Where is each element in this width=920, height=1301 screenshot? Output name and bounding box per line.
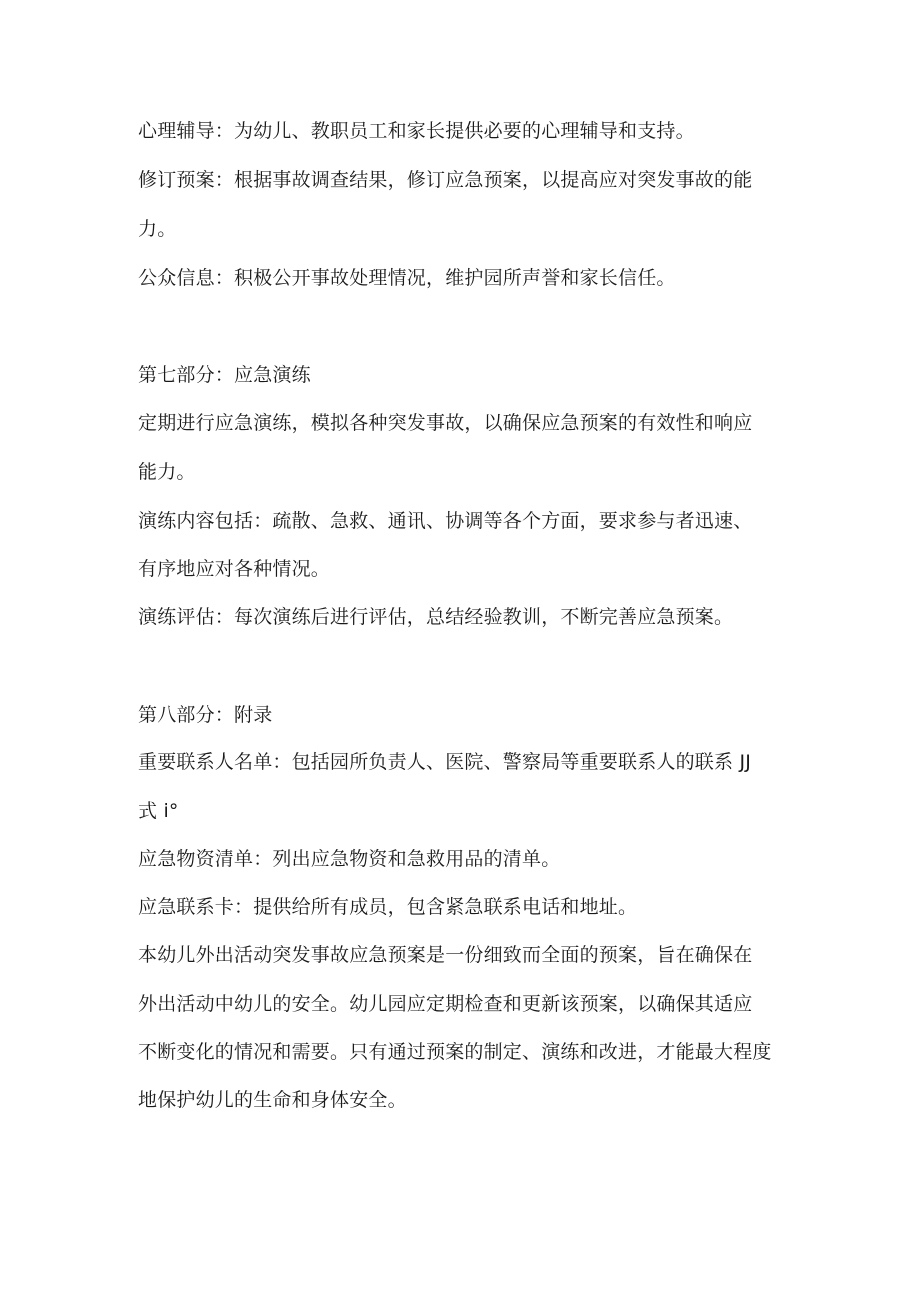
paragraph-conclusion: 本幼儿外出活动突发事故应急预案是一份细致而全面的预案，旨在确保在 xyxy=(138,944,753,966)
section-heading-drills: 第七部分：应急演练 xyxy=(138,364,311,386)
paragraph-public-info: 公众信息：积极公开事故处理情况，维护园所声誉和家长信任。 xyxy=(138,267,676,289)
paragraph-conclusion-cont-3: 地保护幼儿的生命和身体安全。 xyxy=(138,1089,407,1111)
paragraph-revise-plan-cont: 力。 xyxy=(138,218,177,240)
paragraph-drill-content-cont: 有序地应对各种情况。 xyxy=(138,558,331,580)
paragraph-contacts-list-cont: 式 i° xyxy=(138,800,179,822)
paragraph-contacts-list: 重要联系人名单：包括园所负责人、医院、警察局等重要联系人的联系 JJ xyxy=(138,751,752,773)
paragraph-psychological-counseling: 心理辅导：为幼儿、教职员工和家长提供必要的心理辅导和支持。 xyxy=(138,120,695,142)
paragraph-drills-intro: 定期进行应急演练，模拟各种突发事故，以确保应急预案的有效性和响应 xyxy=(138,412,753,434)
paragraph-drill-evaluation: 演练评估：每次演练后进行评估，总结经验教训，不断完善应急预案。 xyxy=(138,606,734,628)
paragraph-revise-plan: 修订预案：根据事故调查结果，修订应急预案，以提高应对突发事故的能 xyxy=(138,169,753,191)
paragraph-contact-card: 应急联系卡：提供给所有成员，包含紧急联系电话和地址。 xyxy=(138,896,638,918)
paragraph-drill-content: 演练内容包括：疏散、急救、通讯、协调等各个方面，要求参与者迅速、 xyxy=(138,510,753,532)
paragraph-drills-intro-cont: 能力。 xyxy=(138,461,196,483)
paragraph-supplies-list: 应急物资清单：列出应急物资和急救用品的清单。 xyxy=(138,848,561,870)
section-heading-appendix: 第八部分：附录 xyxy=(138,704,273,726)
paragraph-conclusion-cont-2: 不断变化的情况和需要。只有通过预案的制定、演练和改进，才能最大程度 xyxy=(138,1041,772,1063)
paragraph-conclusion-cont-1: 外出活动中幼儿的安全。幼儿园应定期检查和更新该预案，以确保其适应 xyxy=(138,993,753,1015)
